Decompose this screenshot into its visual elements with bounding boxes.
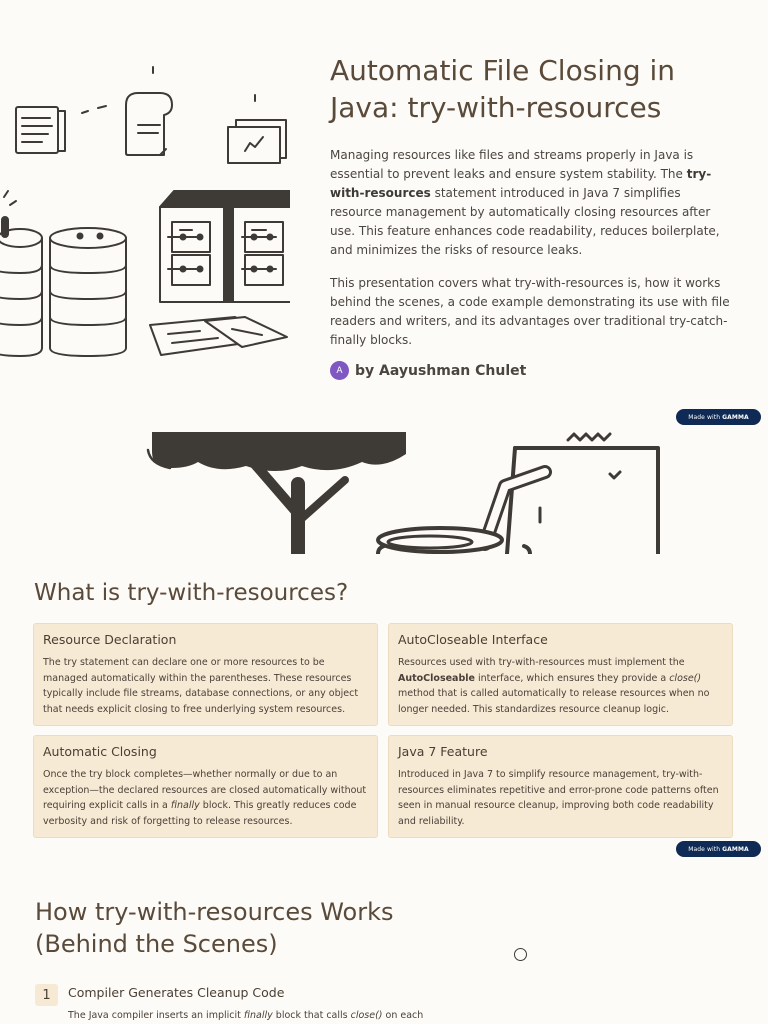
ring-icon (514, 948, 527, 961)
step-title: Compiler Generates Cleanup Code (68, 985, 285, 1000)
tree-and-cup-illustration (140, 432, 670, 554)
file-storage-illustration (0, 55, 290, 365)
card-title: Resource Declaration (43, 632, 177, 647)
card-title: Java 7 Feature (398, 744, 488, 759)
card-autocloseable-interface (388, 623, 733, 726)
author-name: by Aayushman Chulet (355, 362, 527, 379)
section-title-how-it-works: How try-with-resources Works (Behind the Scenes) (35, 898, 394, 958)
title-slide (0, 0, 768, 400)
step-number-badge: 1 (35, 984, 58, 1006)
card-text: Resources used with try-with-resources must implement the AutoCloseable interface, which ensures they provide a close() method that is called automatically to release resources when no longer needed. This standardizes resource cleanup logic. (398, 657, 710, 715)
card-automatic-closing (33, 735, 378, 838)
intro-text (330, 146, 730, 364)
card-text: Introduced in Java 7 to simplify resource management, try-with-resources eliminates repetitive and error-prone code patterns often seen in manual resource cleanup, improving both code readability and reliability. (398, 769, 719, 827)
made-with-gamma-badge[interactable]: Made with GAMMA (676, 409, 761, 425)
card-title: Automatic Closing (43, 744, 157, 759)
card-text: The try statement can declare one or more resources to be managed automatically within the parentheses. These resources typically include file streams, database connections, or any object that needs explicit closing to free underlying system resources. (43, 657, 359, 715)
card-resource-declaration (33, 623, 378, 726)
card-text: Once the try block completes—whether normally or due to an exception—the declared resources are closed automatically without requiring explicit calls in a finally block. This greatly reduces code verbosity and risk of forgetting to release resources. (43, 769, 367, 827)
slide-title: Automatic File Closing in Java: try-with-resources (330, 54, 676, 124)
card-java-7-feature (388, 735, 733, 838)
card-title: AutoCloseable Interface (398, 632, 548, 647)
section-title-what-is: What is try-with-resources? (34, 580, 349, 606)
avatar: A (330, 361, 349, 380)
intro-paragraph-1: Managing resources like files and streams properly in Java is essential to prevent leaks and ensure system stability. The try-with-resources statement introduced in Java 7 simplifies resource management by automatically closing resources after use. This feature enhances code readability, reduces boilerplate, and minimizes the risks of resource leaks. (330, 148, 720, 257)
author-line (330, 361, 526, 380)
intro-paragraph-2: This presentation covers what try-with-resources is, how it works behind the scenes, a code example demonstrating its use with file readers and writers, and its advantages over traditional try-catch-finally blocks. (330, 276, 730, 347)
step-text: The Java compiler inserts an implicit finally block that calls close() on each (68, 1010, 424, 1021)
made-with-gamma-badge[interactable]: Made with GAMMA (676, 841, 761, 857)
